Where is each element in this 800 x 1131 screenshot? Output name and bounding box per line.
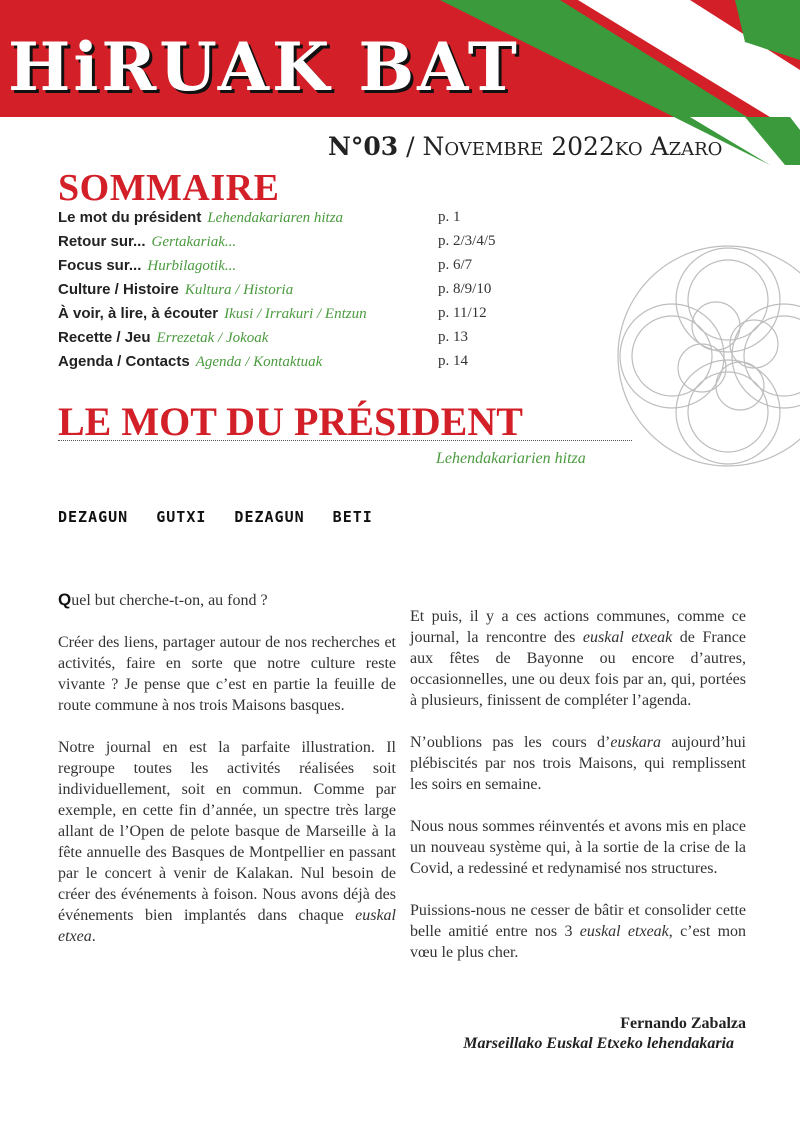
issue-suffix: ko (614, 132, 643, 161)
article-column-right (410, 606, 746, 984)
section-title: LE MOT DU PRÉSIDENT (58, 399, 523, 444)
issue-separator: / (398, 132, 423, 161)
toc-item-page: p. 2/3/4/5 (438, 233, 496, 249)
motto: DEZAGUN GUTXI DEZAGUN BETI (58, 508, 373, 526)
table-of-contents (58, 205, 538, 373)
drop-cap: Q (58, 590, 72, 609)
article-paragraph (58, 589, 396, 611)
toc-item-eu: Errezetak / Jokoak (156, 330, 269, 346)
issue-month-eu: Azaro (642, 132, 723, 161)
paragraph-text: N’oublions pas les cours d’ (410, 734, 611, 751)
paragraph-text: Notre journal en est la parfaite illustration. Il regroupe toutes les activités réalisées soit individuellement, soit en commun. Comme par exemple, en cette fin d’année, un spectre très large allant de l’Open de pelote basque de Marseille à la fête annuelle des Basques de Montpellier en passant par le concert à venir de Kalakan. Nul besoin de créer des événements à foison. Nous avons déjà des événements bien implantés dans chaque (58, 739, 396, 924)
toc-item-eu: Kultura / Historia (184, 282, 294, 298)
paragraph-emphasis: euskal etxea (58, 907, 396, 945)
toc-item[interactable] (58, 277, 538, 301)
paragraph-text: Puissions-nous ne cesser de bâtir et consolider cette belle amitié entre nos 3 (410, 902, 746, 940)
toc-item-eu: Agenda / Kontaktuak (195, 354, 323, 370)
toc-item-eu: Hurbilagotik... (147, 258, 237, 274)
toc-item-eu: Gertakariak... (151, 234, 237, 250)
toc-item[interactable] (58, 253, 538, 277)
toc-item-page: p. 1 (438, 209, 461, 225)
toc-item-fr: Culture / Histoire (58, 281, 179, 298)
toc-item[interactable] (58, 229, 538, 253)
article-paragraph (410, 900, 746, 963)
signature-role: Marseillako Euskal Etxeko lehendakaria (463, 1035, 734, 1052)
toc-title: SOMMAIRE (58, 167, 280, 209)
section-divider (58, 440, 632, 441)
article-paragraph: Créer des liens, partager autour de nos recherches et activités, faire en sorte que notre culture reste vivante ? Je pense que c’est en partie la feuille de route commune à nos trois Maisons basques. (58, 634, 396, 714)
paragraph-text: uel but cherche-t-on, au fond ? (71, 592, 268, 609)
toc-item-eu: Lehendakariaren hitza (207, 210, 344, 226)
article-paragraph: Nous nous sommes réinventés et avons mis en place un nouveau système qui, à la sortie de la crise de la Covid, a redessiné et redynamisé nos structures. (410, 818, 746, 877)
section-subtitle: Lehendakariarien hitza (436, 450, 586, 467)
toc-item-fr: Recette / Jeu (58, 329, 151, 346)
toc-item-fr: À voir, à lire, à écouter (58, 305, 219, 322)
toc-item-page: p. 13 (438, 329, 468, 345)
toc-item-page: p. 11/12 (438, 305, 487, 321)
masthead-title: HiRUAK BAT (8, 28, 520, 106)
signature-name: Fernando Zabalza (620, 1015, 746, 1032)
article-paragraph (410, 732, 746, 795)
toc-item[interactable] (58, 325, 538, 349)
issue-line (328, 132, 722, 161)
toc-item-fr: Retour sur... (58, 233, 146, 250)
paragraph-text: Et puis, il y a ces actions communes, comme ce journal, la rencontre des (410, 608, 746, 646)
article-column-left (58, 589, 396, 968)
toc-item-page: p. 6/7 (438, 257, 473, 273)
paragraph-emphasis: euskal etxeak (579, 923, 669, 940)
toc-item-fr: Agenda / Contacts (58, 353, 190, 370)
toc-item[interactable] (58, 349, 538, 373)
issue-month: Novembre 2022 (422, 132, 615, 161)
toc-item-page: p. 14 (438, 353, 468, 369)
toc-item-page: p. 8/9/10 (438, 281, 492, 297)
paragraph-text: aujourd’hui plébiscités par nos trois Maisons, qui remplissent les soirs en semaine. (410, 734, 746, 793)
paragraph-emphasis: euskal etxeak (582, 629, 673, 646)
toc-item[interactable] (58, 205, 538, 229)
toc-item[interactable] (58, 301, 538, 325)
paragraph-emphasis: euskara (610, 734, 662, 751)
lauburu-icon (608, 238, 800, 478)
article-paragraph (410, 606, 746, 711)
article-paragraph (58, 737, 396, 947)
issue-number: N°03 (328, 132, 399, 161)
toc-item-eu: Ikusi / Irrakuri / Entzun (224, 306, 367, 322)
paragraph-text: de France aux fêtes de Bayonne ou encore d’autres, occasionnelles, une ou deux fois par an, qui, portées à plusieurs, finissent de compléter l’agenda. (410, 629, 746, 709)
paragraph-text: , c’est mon vœu le plus cher. (410, 923, 747, 961)
paragraph-text: . (91, 928, 96, 945)
toc-item-fr: Le mot du président (58, 209, 202, 226)
toc-item-fr: Focus sur... (58, 257, 142, 274)
